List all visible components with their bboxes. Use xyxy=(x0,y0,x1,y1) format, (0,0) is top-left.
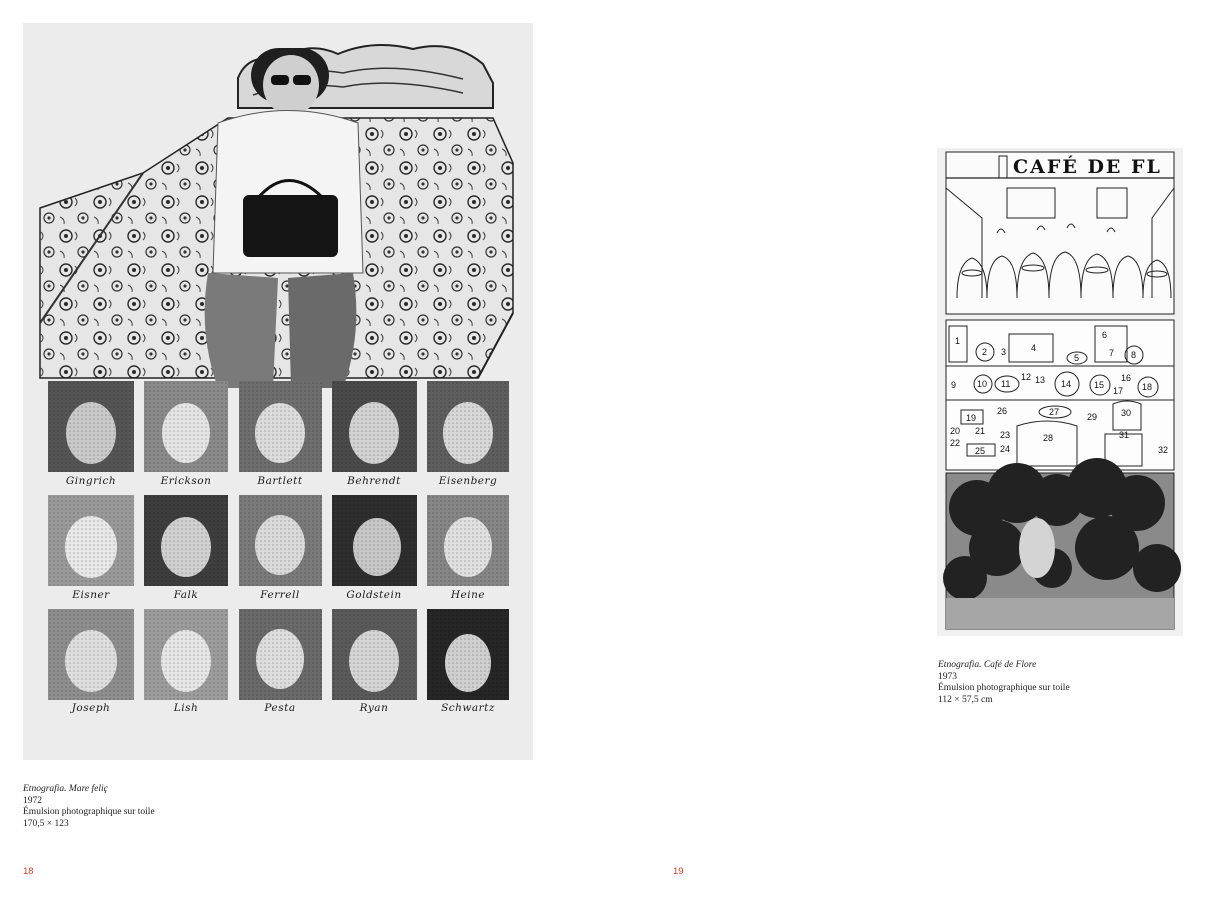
artwork-cafe-de-flore xyxy=(937,148,1183,636)
legend-number: 23 xyxy=(1000,430,1011,440)
artwork-caption xyxy=(938,660,1070,706)
legend-number: 9 xyxy=(951,380,957,390)
page-number: 18 xyxy=(23,866,34,877)
legend-number: 8 xyxy=(1131,350,1137,360)
legend-number: 25 xyxy=(975,446,986,456)
portrait-name: Eisenberg xyxy=(438,475,498,487)
legend-number: 14 xyxy=(1061,379,1072,389)
legend-number: 30 xyxy=(1121,408,1132,418)
portrait-name: Behrendt xyxy=(347,475,401,487)
legend-number: 22 xyxy=(950,438,961,448)
portrait-name: Goldstein xyxy=(346,589,402,601)
portrait-grid xyxy=(48,381,509,714)
legend-number: 13 xyxy=(1035,375,1046,385)
legend-number: 1 xyxy=(955,336,961,346)
artwork-medium: Émulsion photographique sur toile xyxy=(23,807,155,817)
portrait-name: Ferrell xyxy=(260,589,300,601)
portrait-name: Gingrich xyxy=(65,475,117,487)
legend-number: 10 xyxy=(977,379,988,389)
legend-number: 24 xyxy=(1000,444,1011,454)
portrait-name: Ryan xyxy=(359,702,389,714)
portrait-name: Heine xyxy=(450,589,486,601)
legend-number: 11 xyxy=(1001,379,1011,389)
legend-number: 26 xyxy=(997,406,1008,416)
legend-number: 2 xyxy=(982,347,988,357)
artwork-dimensions: 170,5 × 123 xyxy=(23,818,69,829)
legend-number: 27 xyxy=(1049,407,1060,417)
artwork-medium: Émulsion photographique sur toile xyxy=(938,683,1070,693)
legend-number: 3 xyxy=(1001,347,1007,357)
artwork-dimensions: 112 × 57,5 cm xyxy=(938,694,993,705)
portrait-name: Eisner xyxy=(72,589,110,601)
legend-number: 28 xyxy=(1043,433,1054,443)
page-number: 19 xyxy=(673,866,684,877)
legend-number: 31 xyxy=(1119,430,1130,440)
legend-number: 5 xyxy=(1074,353,1080,363)
legend-number: 29 xyxy=(1087,412,1098,422)
artwork-cafe-de-flore-image xyxy=(937,148,1183,636)
portrait-name: Pesta xyxy=(264,702,296,714)
artwork-title: Etnografia. Café de Flore xyxy=(938,660,1037,670)
legend-number: 12 xyxy=(1021,372,1032,382)
legend-number: 4 xyxy=(1031,343,1037,353)
portrait-name: Bartlett xyxy=(257,475,303,487)
artwork-year: 1973 xyxy=(938,671,957,682)
portrait-name: Erickson xyxy=(160,475,212,487)
artwork-title: Etnografia. Mare feliç xyxy=(23,784,108,794)
legend-number: 18 xyxy=(1142,382,1153,392)
legend-number: 19 xyxy=(966,413,977,423)
artwork-mare-felic xyxy=(23,23,533,760)
legend-number: 15 xyxy=(1094,380,1105,390)
artwork-caption xyxy=(23,784,155,830)
artwork-mare-felic-image xyxy=(23,23,533,760)
cafe-sign-text: CAFÉ DE FL xyxy=(1013,156,1162,178)
legend-number: 32 xyxy=(1158,445,1169,455)
portrait-name: Joseph xyxy=(71,702,111,714)
legend-number: 6 xyxy=(1102,330,1108,340)
legend-number: 20 xyxy=(950,426,961,436)
artwork-year: 1972 xyxy=(23,795,42,806)
legend-number: 17 xyxy=(1113,386,1124,396)
legend-number: 7 xyxy=(1109,348,1115,358)
legend-number: 21 xyxy=(975,426,986,436)
portrait-name: Falk xyxy=(173,589,199,601)
portrait-name: Lish xyxy=(173,702,199,714)
legend-number: 16 xyxy=(1121,373,1132,383)
portrait-name: Schwartz xyxy=(441,702,495,714)
